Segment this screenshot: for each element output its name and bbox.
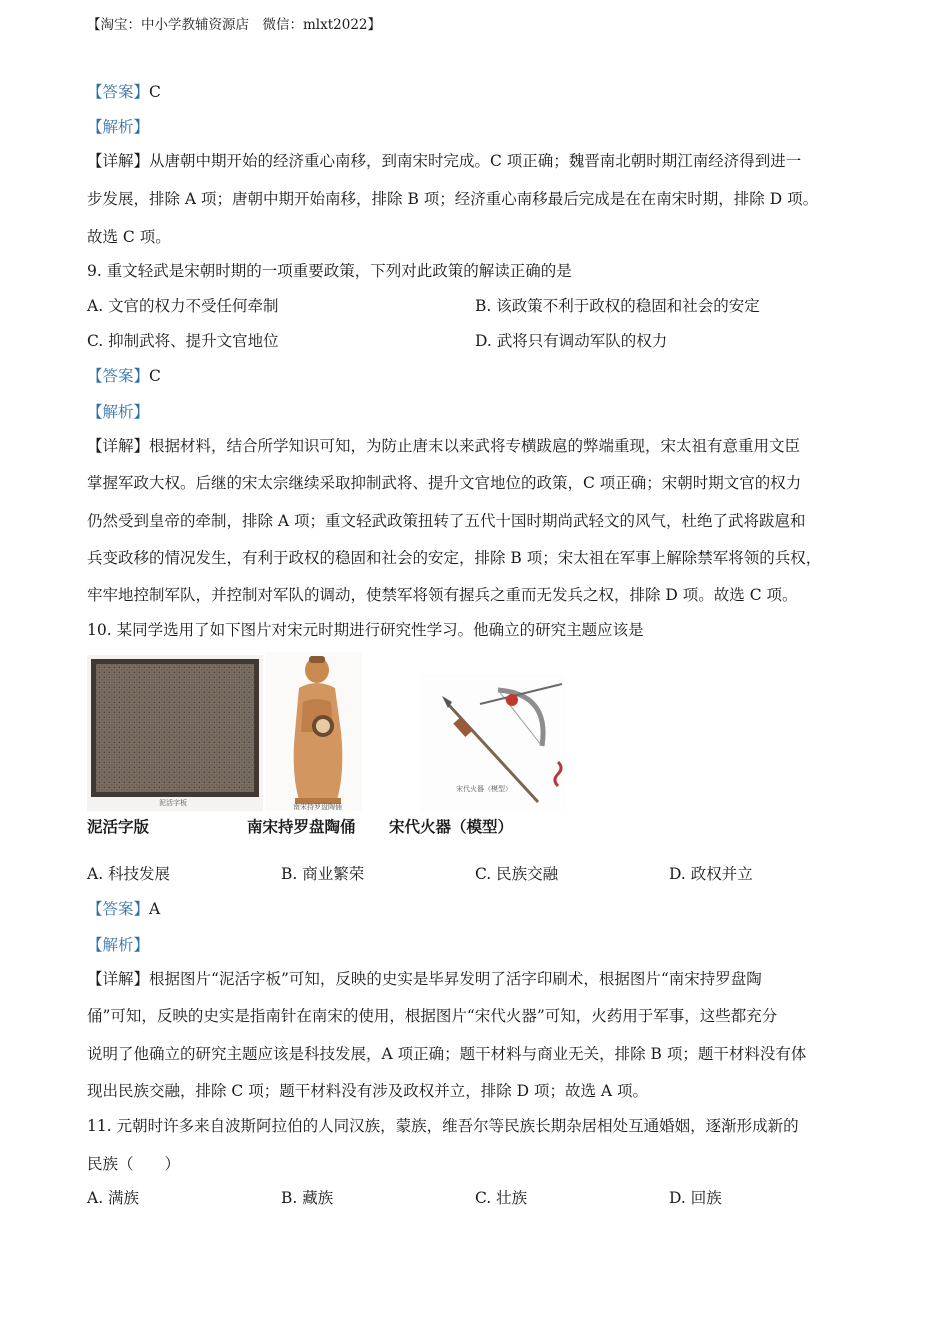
page-header: 【淘宝：中小学教辅资源店 微信：mlxt2022】 (87, 17, 382, 33)
detail-tag: 【详解】 (87, 437, 150, 455)
detail-tag: 【详解】 (87, 970, 150, 988)
q11-option-c: C. 壮族 (475, 1189, 528, 1207)
q9-answer-line (87, 366, 161, 386)
q10-detail-line-2: 俑”可知，反映的史实是指南针在南宋的使用，根据图片“宋代火器”可知，火药用于军事，这些都充分 (87, 1007, 778, 1025)
compass-figurine-inner-label: 南宋持罗盘陶俑 (293, 803, 342, 811)
q8-detail-line-1 (87, 151, 801, 171)
q10-stem: 10. 某同学选用了如下图片对宋元时期进行研究性学习。他确立的研究主题应该是 (87, 621, 644, 639)
q10-analysis-tag: 【解析】 (87, 936, 150, 954)
q9-analysis-tag: 【解析】 (87, 403, 150, 421)
q8-answer-line (87, 82, 161, 102)
q11-option-b: B. 藏族 (281, 1189, 334, 1207)
q9-option-d: D. 武将只有调动军队的权力 (475, 332, 668, 350)
q9-detail-line-2: 掌握军政大权。后继的宋太宗继续采取抑制武将、提升文官地位的政策，C 项正确；宋朝时期文官的权力 (87, 474, 802, 492)
q10-detail-line-1 (87, 969, 762, 989)
q10-option-d: D. 政权并立 (669, 865, 753, 883)
clay-type-inner-label: 泥活字板 (159, 799, 187, 807)
q9-option-a: A. 文官的权力不受任何牵制 (87, 297, 279, 315)
q8-answer: C (149, 83, 161, 101)
answer-tag: 【答案】 (87, 83, 150, 101)
q9-detail-line-5: 牢牢地控制军队，并控制对军队的调动，使禁军将领有握兵之重而无发兵之权，排除 D 项。故选 C 项。 (87, 586, 798, 604)
figure-caption-1: 泥活字版 (87, 817, 150, 836)
detail-text: 根据材料，结合所学知识可知，为防止唐末以来武将专横跋扈的弊端重现，宋太祖有意重用文臣 (149, 437, 801, 455)
detail-tag: 【详解】 (87, 152, 150, 170)
q9-answer: C (149, 367, 161, 385)
q11-stem-line-2: 民族（ ） (87, 1155, 181, 1173)
compass-figurine-image (265, 652, 362, 811)
q8-analysis-tag: 【解析】 (87, 118, 150, 136)
q10-option-b: B. 商业繁荣 (281, 865, 365, 883)
clay-type-board-image (87, 655, 263, 811)
figure-caption-3: 宋代火器（模型） (389, 817, 514, 836)
q10-detail-line-4: 现出民族交融，排除 C 项；题干材料没有涉及政权并立，排除 D 项；故选 A 项。 (87, 1082, 649, 1100)
song-firearms-inner-label: 宋代火器（模型） (456, 785, 512, 793)
q10-detail-line-3: 说明了他确立的研究主题应该是科技发展，A 项正确；题干材料与商业无关，排除 B 项；题干材料没有体 (87, 1045, 807, 1063)
q9-detail-line-4: 兵变政移的情况发生，有利于政权的稳固和社会的安定，排除 B 项；宋太祖在军事上解除禁军将领的兵权， (87, 549, 822, 567)
q11-stem-line-1: 11. 元朝时许多来自波斯阿拉伯的人同汉族，蒙族，维吾尔等民族长期杂居相处互通婚姻，逐渐形成新的 (87, 1117, 799, 1135)
q9-detail-line-1 (87, 436, 800, 456)
detail-text: 根据图片“泥活字板”可知，反映的史实是毕昇发明了活字印刷术，根据图片“南宋持罗盘陶 (149, 970, 762, 988)
answer-tag: 【答案】 (87, 367, 150, 385)
q9-stem: 9. 重文轻武是宋朝时期的一项重要政策，下列对此政策的解读正确的是 (87, 262, 572, 280)
q11-option-a: A. 满族 (87, 1189, 140, 1207)
q8-detail-line-2: 步发展，排除 A 项；唐朝中期开始南移，排除 B 项；经济重心南移最后完成是在在南宋时期，排除 D 项。 (87, 190, 819, 208)
q9-option-c: C. 抑制武将、提升文官地位 (87, 332, 279, 350)
q8-detail-line-3: 故选 C 项。 (87, 228, 171, 246)
q9-detail-line-3: 仍然受到皇帝的牵制，排除 A 项；重文轻武政策扭转了五代十国时期尚武轻文的风气，杜绝了武将跋扈和 (87, 512, 806, 530)
answer-tag: 【答案】 (87, 900, 150, 918)
figure-song-firearms (420, 674, 565, 811)
detail-text: 从唐朝中期开始的经济重心南移，到南宋时完成。C 项正确；魏晋南北朝时期江南经济得到进一 (149, 152, 802, 170)
figure-compass-figurine (265, 652, 362, 811)
q10-answer-line (87, 899, 160, 919)
q10-option-a: A. 科技发展 (87, 865, 171, 883)
figure-clay-type-board (87, 655, 263, 811)
q11-option-d: D. 回族 (669, 1189, 722, 1207)
q9-option-b: B. 该政策不利于政权的稳固和社会的安定 (475, 297, 760, 315)
figure-caption-2: 南宋持罗盘陶俑 (247, 817, 356, 836)
q10-answer: A (149, 900, 161, 918)
q10-option-c: C. 民族交融 (475, 865, 559, 883)
